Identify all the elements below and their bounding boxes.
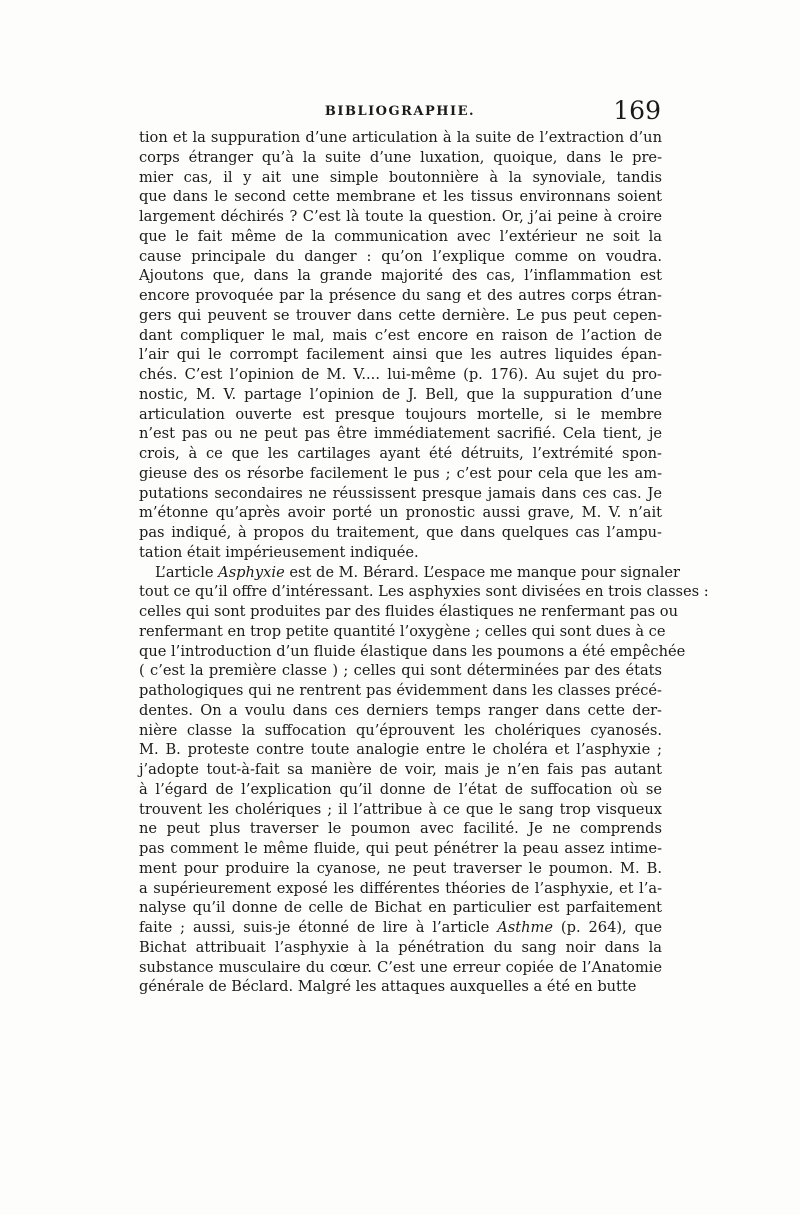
text-line: générale de Béclard. Malgré les attaques auxquelles a été en butte (139, 978, 637, 996)
paragraph-arthritis-continuation (139, 128, 662, 563)
text-line: cause principale du danger : qu’on l’explique comme on voudra. (139, 247, 662, 265)
text-line: dant compliquer le mal, mais c’est encore en raison de l’action de (139, 326, 662, 344)
text-line: gieuse des os résorbe facilement le pus ; c’est pour cela que les am- (139, 464, 662, 482)
text-line: mier cas, il y ait une simple boutonnière à la synoviale, tandis (139, 168, 662, 186)
text-line: articulation ouverte est presque toujours mortelle, si le membre (139, 405, 662, 423)
text-line: faite ; aussi, suis-je étonné de lire à l’article Asthme (p. 264), que (139, 919, 662, 936)
text-line: l’air qui le corrompt facilement ainsi que les autres liquides épan- (139, 346, 662, 364)
text-line: tation était impérieusement indiquée. (139, 543, 419, 561)
text-line: substance musculaire du cœur. C’est une erreur copiée de l’Anatomie (139, 958, 662, 976)
text-line: largement déchirés ? C’est là toute la question. Or, j’ai peine à croire (139, 208, 662, 225)
text-line: à l’égard de l’explication qu’il donne de l’état de suffocation où se (139, 780, 662, 798)
text-line: putations secondaires ne réussissent presque jamais dans ces cas. Je (139, 484, 662, 502)
page-number: 169 (613, 96, 661, 125)
text-line: que l’introduction d’un fluide élastique dans les poumons a été empêchée (139, 642, 686, 660)
text-line: nostic, M. V. partage l’opinion de J. Bell, que la suppuration d’une (139, 385, 662, 403)
text-line: a supérieurement exposé les différentes théories de l’asphyxie, et l’a- (139, 879, 662, 897)
text-line: ment pour produire la cyanose, ne peut traverser le poumon. M. B. (139, 859, 662, 877)
text-line: pathologiques qui ne rentrent pas évidemment dans les classes précé- (139, 682, 662, 699)
text-line: M. B. proteste contre toute analogie entre le choléra et l’asphyxie ; (139, 741, 662, 759)
text-line: encore provoquée par la présence du sang et des autres corps étran- (139, 287, 662, 304)
text-line: crois, à ce que les cartilages ayant été détruits, l’extrémité spon- (139, 445, 662, 462)
text-line: pas indiqué, à propos du traitement, que dans quelques cas l’ampu- (139, 524, 662, 541)
text-line: nalyse qu’il donne de celle de Bichat en particulier est parfaitement (139, 899, 662, 917)
body-text (139, 128, 709, 997)
text-line: m’étonne qu’après avoir porté un pronostic aussi grave, M. V. n’ait (139, 504, 662, 522)
text-line: celles qui sont produites par des fluides élastiques ne renfermant pas ou (139, 603, 678, 620)
text-line: corps étranger qu’à la suite d’une luxation, quoique, dans le pre- (139, 148, 662, 166)
text-line: ne peut plus traverser le poumon avec facilité. Je ne comprends (139, 820, 662, 838)
text-line: trouvent les cholériques ; il l’attribue à ce que le sang trop visqueux (139, 800, 662, 818)
text-line: tout ce qu’il offre d’intéressant. Les asphyxies sont divisées en trois classes : (139, 583, 709, 601)
text-line: renfermant en trop petite quantité l’oxygène ; celles qui sont dues à ce (139, 622, 666, 640)
text-line: que le fait même de la communication avec l’extérieur ne soit la (139, 227, 662, 245)
text-line: j’adopte tout-à-fait sa manière de voir, mais je n’en fais pas autant (139, 761, 662, 778)
running-title: BIBLIOGRAPHIE. (324, 104, 476, 119)
text-line: Bichat attribuait l’asphyxie à la pénétration du sang noir dans la (139, 938, 662, 956)
text-line: gers qui peuvent se trouver dans cette dernière. Le pus peut cepen- (139, 306, 662, 324)
text-line: L’article Asphyxie est de M. Bérard. L’espace me manque pour signaler (155, 563, 680, 581)
running-head (139, 96, 661, 126)
text-line: tion et la suppuration d’une articulation à la suite de l’extraction d’un (139, 129, 662, 146)
text-line: nière classe la suffocation qu’éprouvent les cholériques cyanosés. (139, 721, 662, 739)
text-line: dentes. On a voulu dans ces derniers temps ranger dans cette der- (139, 701, 662, 719)
text-line: n’est pas ou ne peut pas être immédiatement sacrifié. Cela tient, je (139, 425, 662, 443)
text-line: pas comment le même fluide, qui peut pénétrer la peau assez intime- (139, 840, 662, 857)
paragraph-asphyxie-article (139, 563, 709, 998)
text-line: Ajoutons que, dans la grande majorité des cas, l’inflammation est (139, 267, 662, 285)
text-line: que dans le second cette membrane et les tissus environnans soient (139, 188, 662, 206)
text-line: ( c’est la première classe ) ; celles qui sont déterminées par des états (139, 662, 662, 680)
text-line: chés. C’est l’opinion de M. V.... lui-même (p. 176). Au sujet du pro- (139, 366, 662, 383)
